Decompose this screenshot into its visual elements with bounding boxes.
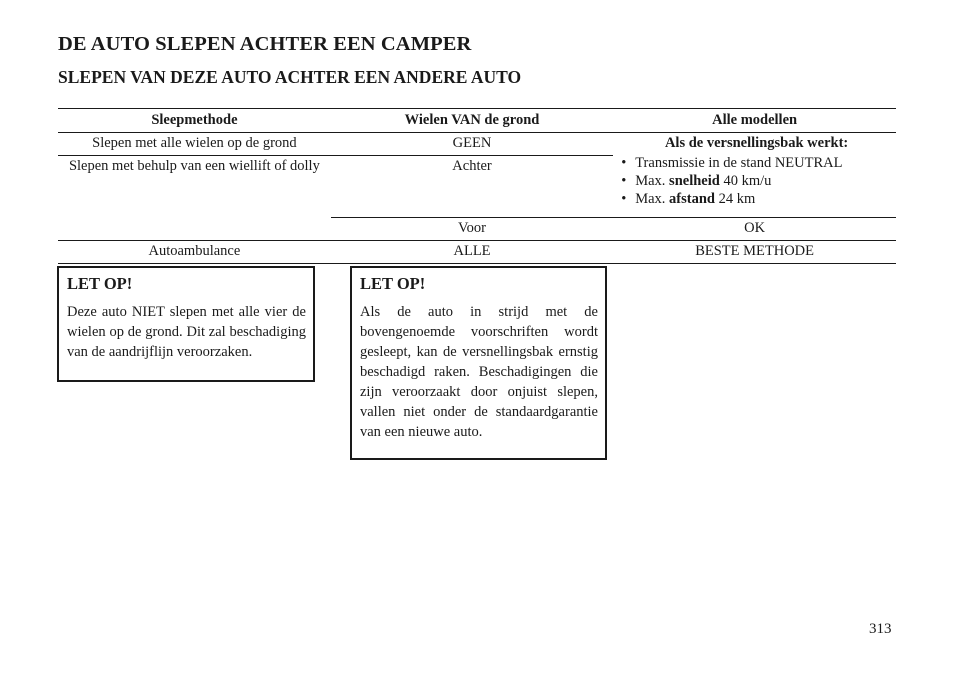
caution-text: Deze auto NIET slepen met alle vier de wielen op de grond. Dit zal beschadiging van de aandrijflijn veroorzaken. (67, 304, 306, 360)
bullet-icon: • (621, 191, 627, 207)
table-header-row (58, 109, 896, 133)
section-title: SLEPEN VAN DEZE AUTO ACHTER EEN ANDERE AUTO (58, 67, 522, 87)
cell-models: OK (613, 218, 896, 241)
cell-method: Slepen met behulp van een wiellift of dolly (58, 156, 331, 241)
cell-wheels: Achter (331, 156, 613, 218)
list-item-text: Transmissie in de stand NEUTRAL (635, 155, 843, 171)
list-item-keyword: afstand (669, 191, 715, 207)
header-tow-method: Sleepmethode (58, 109, 331, 133)
bullet-icon: • (621, 155, 627, 171)
caution-box (350, 266, 607, 460)
cell-method: Autoambulance (58, 241, 331, 264)
list-item (621, 154, 892, 172)
cell-wheels: GEEN (331, 133, 613, 156)
list-item-value: 40 km/u (723, 173, 772, 189)
table-row (58, 133, 896, 156)
caution-title: LET OP! (360, 274, 426, 293)
cell-wheels: ALLE (331, 241, 613, 264)
models-note-heading: Als de versnellingsbak werkt: (664, 135, 849, 151)
list-item-value: 24 km (718, 191, 756, 207)
header-wheels-off-ground: Wielen VAN de grond (331, 109, 613, 133)
table-row (58, 241, 896, 264)
towing-table (58, 108, 896, 264)
page-title: DE AUTO SLEPEN ACHTER EEN CAMPER (58, 33, 472, 55)
bullet-icon: • (621, 173, 627, 189)
list-item (621, 172, 892, 190)
caution-text: Als de auto in strijd met de bovengenoemde voorschriften wordt gesleept, kan de versnellingsbak ernstig beschadigd raken. Beschadigingen die zijn veroorzaakt door onjuist slepen, vallen niet onder de standaardgarantie van een nieuwe auto. (360, 304, 598, 440)
cell-wheels: Voor (331, 218, 613, 241)
list-item-prefix: Max. (635, 173, 666, 189)
caution-box (57, 266, 315, 382)
cell-models-note (613, 133, 896, 218)
caution-title: LET OP! (67, 274, 133, 293)
list-item (621, 190, 892, 208)
cell-method: Slepen met alle wielen op de grond (58, 133, 331, 156)
list-item-keyword: snelheid (669, 173, 720, 189)
cell-models: BESTE METHODE (613, 241, 896, 264)
models-note-list (621, 154, 892, 208)
page-number: 313 (869, 621, 892, 637)
header-all-models: Alle modellen (613, 109, 896, 133)
list-item-prefix: Max. (635, 191, 666, 207)
